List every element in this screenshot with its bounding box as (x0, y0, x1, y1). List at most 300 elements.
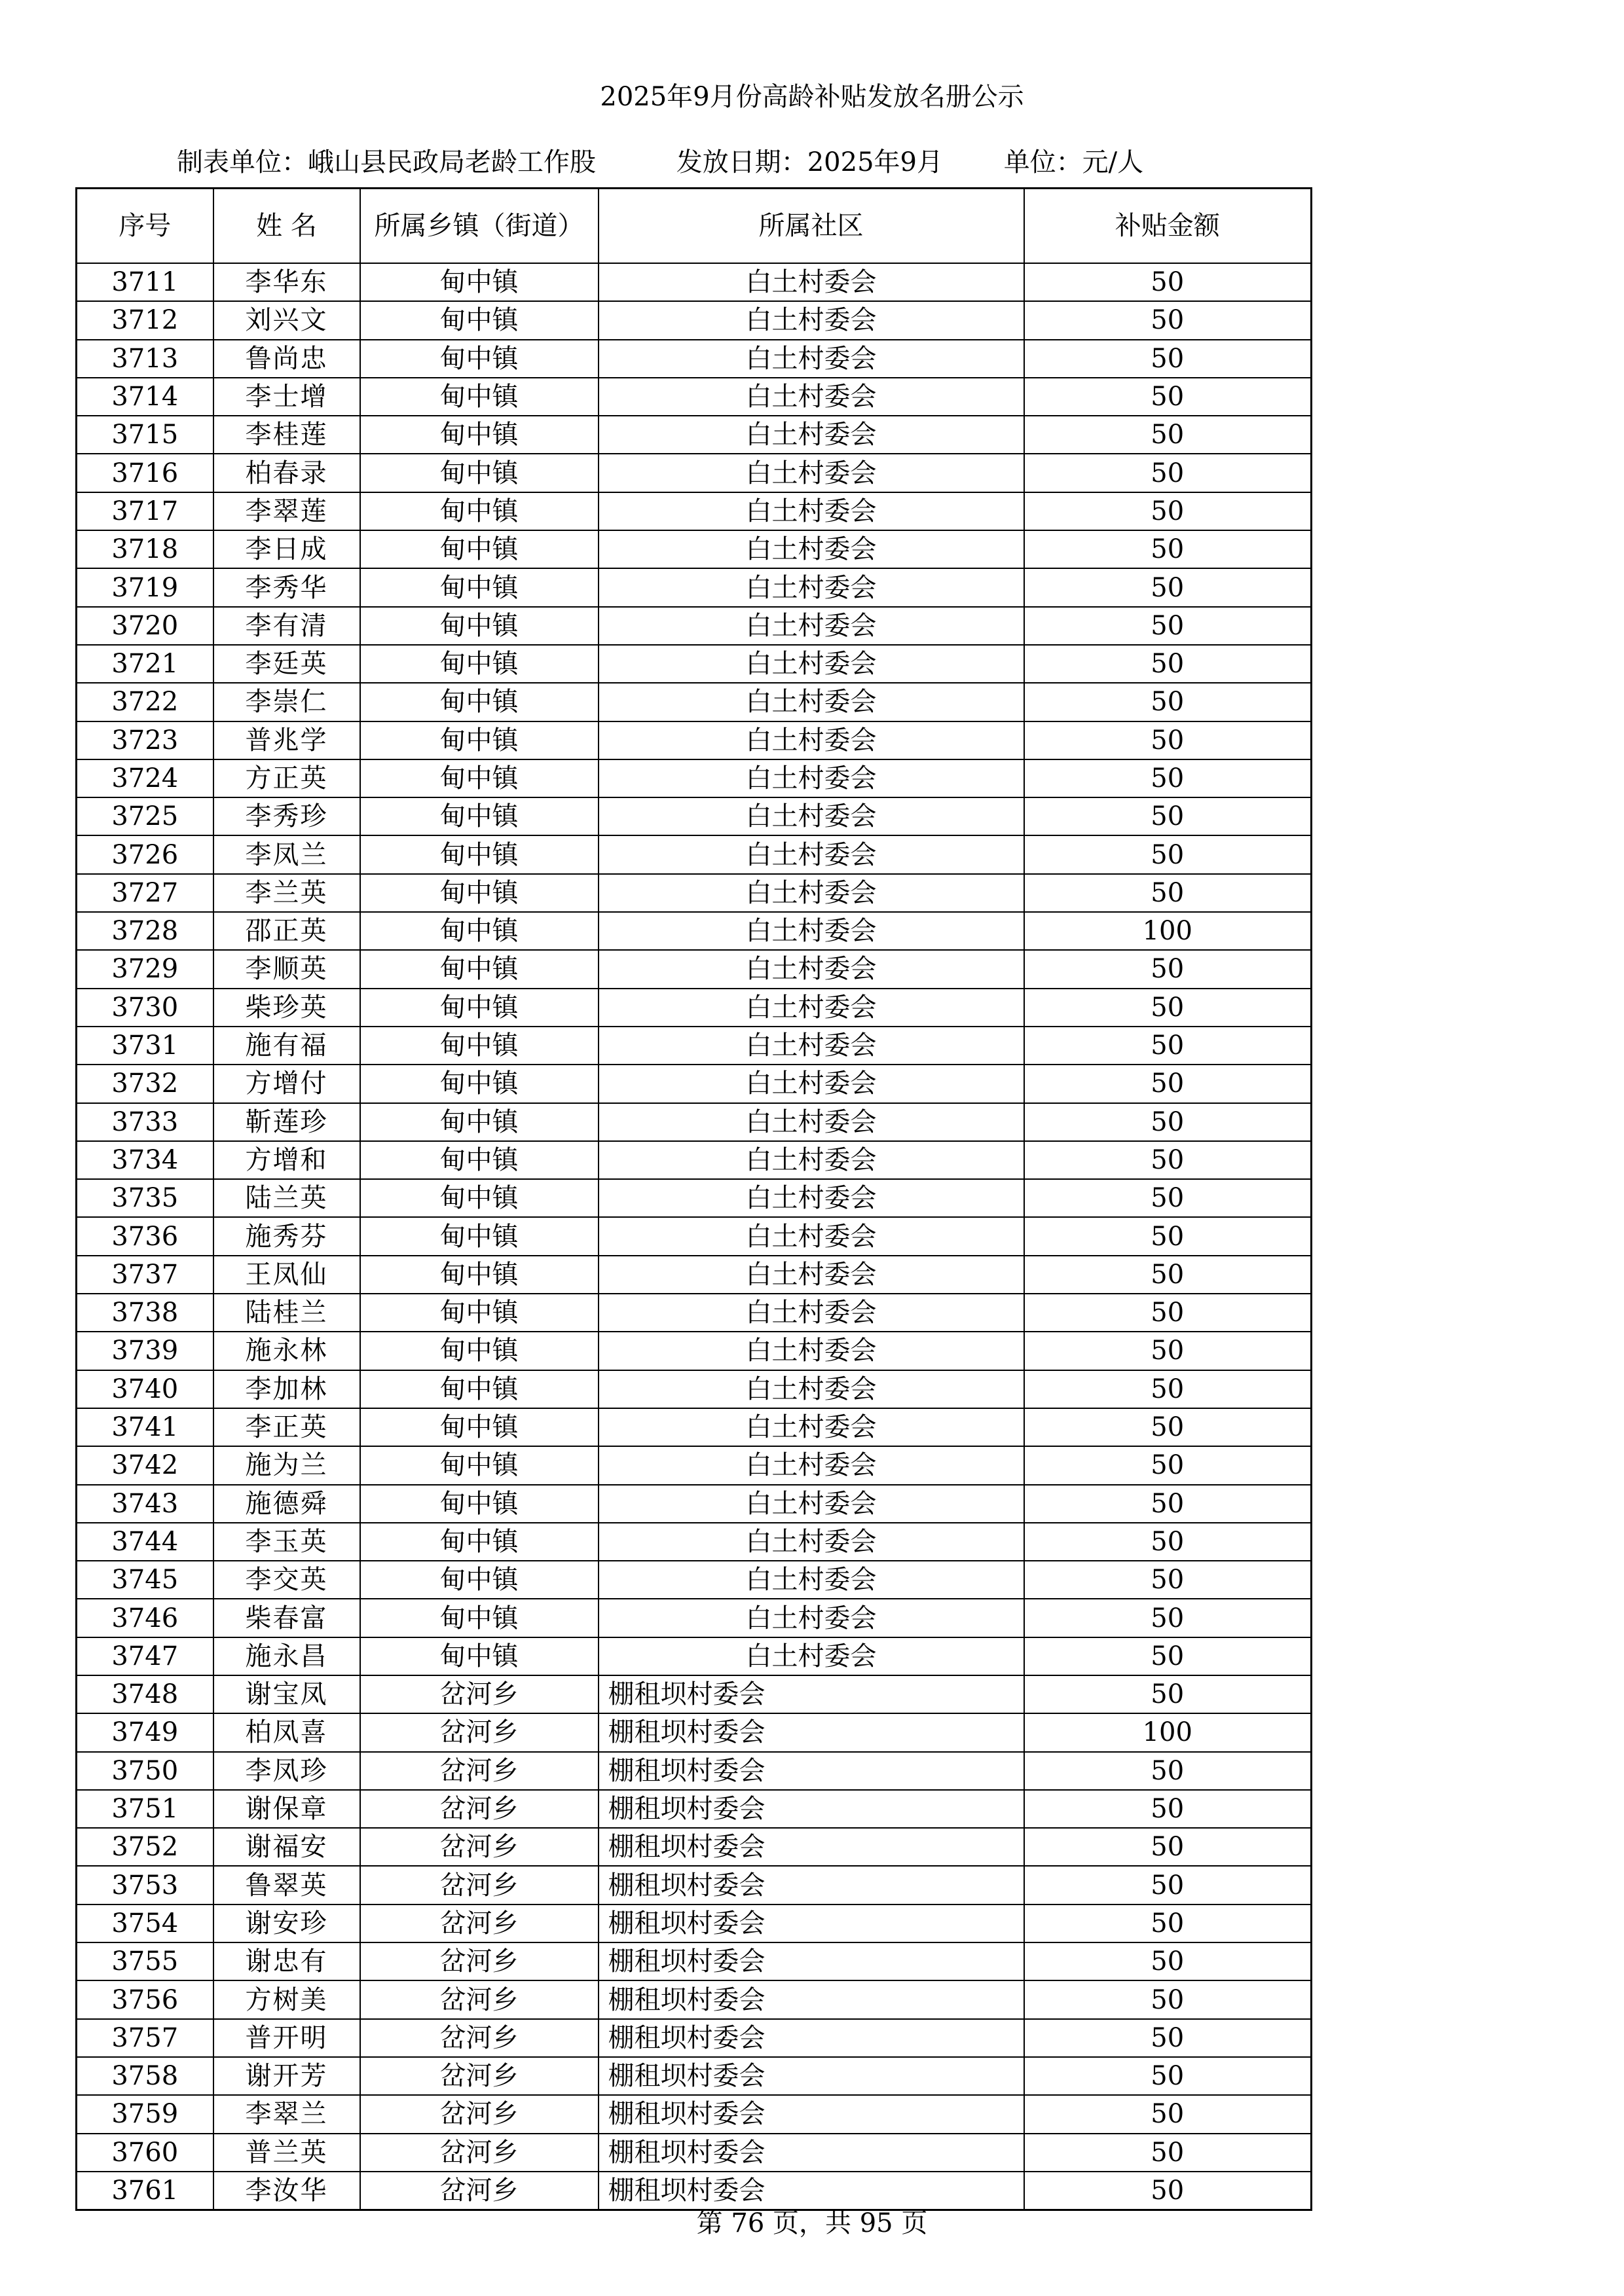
cell-subsidy-amount: 50 (1024, 416, 1312, 454)
cell-township: 甸中镇 (360, 645, 599, 683)
header-serial-no: 序号 (77, 189, 213, 264)
cell-subsidy-amount: 50 (1024, 2172, 1312, 2210)
table-row (77, 1790, 1312, 1828)
cell-name: 李桂莲 (213, 416, 360, 454)
cell-subsidy-amount: 50 (1024, 645, 1312, 683)
cell-community: 白土村委会 (599, 874, 1024, 912)
cell-subsidy-amount: 50 (1024, 683, 1312, 721)
cell-serial-no: 3736 (77, 1217, 213, 1255)
cell-subsidy-amount: 50 (1024, 1523, 1312, 1561)
cell-community: 棚租坝村委会 (599, 1866, 1024, 1904)
cell-name: 李廷英 (213, 645, 360, 683)
cell-township: 甸中镇 (360, 1141, 599, 1179)
cell-township: 甸中镇 (360, 1217, 599, 1255)
cell-township: 岔河乡 (360, 1904, 599, 1942)
cell-community: 白土村委会 (599, 492, 1024, 530)
table-row (77, 1141, 1312, 1179)
cell-township: 甸中镇 (360, 378, 599, 416)
cell-township: 甸中镇 (360, 950, 599, 988)
cell-township: 甸中镇 (360, 1179, 599, 1217)
cell-community: 白土村委会 (599, 568, 1024, 606)
cell-township: 甸中镇 (360, 759, 599, 797)
table-row (77, 1561, 1312, 1599)
cell-serial-no: 3715 (77, 416, 213, 454)
cell-township: 岔河乡 (360, 1752, 599, 1790)
cell-community: 白土村委会 (599, 1256, 1024, 1294)
cell-serial-no: 3758 (77, 2057, 213, 2095)
cell-subsidy-amount: 50 (1024, 263, 1312, 301)
cell-community: 棚租坝村委会 (599, 1942, 1024, 1980)
cell-serial-no: 3731 (77, 1027, 213, 1065)
cell-serial-no: 3714 (77, 378, 213, 416)
table-row (77, 2134, 1312, 2172)
cell-name: 靳莲珍 (213, 1103, 360, 1141)
cell-community: 白土村委会 (599, 1141, 1024, 1179)
cell-subsidy-amount: 50 (1024, 1485, 1312, 1523)
cell-serial-no: 3724 (77, 759, 213, 797)
cell-serial-no: 3726 (77, 835, 213, 873)
cell-subsidy-amount: 50 (1024, 1294, 1312, 1332)
cell-township: 甸中镇 (360, 989, 599, 1027)
cell-community: 棚租坝村委会 (599, 2134, 1024, 2172)
cell-serial-no: 3746 (77, 1599, 213, 1637)
cell-subsidy-amount: 50 (1024, 1561, 1312, 1599)
cell-township: 甸中镇 (360, 1561, 599, 1599)
header-community: 所属社区 (599, 189, 1024, 264)
cell-serial-no: 3717 (77, 492, 213, 530)
cell-subsidy-amount: 50 (1024, 1866, 1312, 1904)
cell-name: 谢忠有 (213, 1942, 360, 1980)
cell-township: 岔河乡 (360, 1866, 599, 1904)
cell-serial-no: 3754 (77, 1904, 213, 1942)
cell-serial-no: 3712 (77, 301, 213, 339)
cell-township: 甸中镇 (360, 1065, 599, 1102)
cell-township: 甸中镇 (360, 721, 599, 759)
cell-name: 李崇仁 (213, 683, 360, 721)
table-row (77, 1370, 1312, 1408)
table-row (77, 1523, 1312, 1561)
cell-name: 李加林 (213, 1370, 360, 1408)
cell-name: 柏春录 (213, 454, 360, 492)
cell-subsidy-amount: 50 (1024, 1256, 1312, 1294)
cell-subsidy-amount: 50 (1024, 492, 1312, 530)
cell-township: 岔河乡 (360, 2134, 599, 2172)
cell-community: 白土村委会 (599, 416, 1024, 454)
table-meta (177, 143, 1143, 182)
cell-name: 李凤珍 (213, 1752, 360, 1790)
table-row (77, 1027, 1312, 1065)
table-row (77, 378, 1312, 416)
cell-township: 甸中镇 (360, 1370, 599, 1408)
cell-serial-no: 3722 (77, 683, 213, 721)
cell-community: 白土村委会 (599, 1485, 1024, 1523)
cell-community: 棚租坝村委会 (599, 1828, 1024, 1866)
cell-serial-no: 3741 (77, 1408, 213, 1446)
cell-community: 白土村委会 (599, 1599, 1024, 1637)
cell-community: 白土村委会 (599, 454, 1024, 492)
cell-township: 岔河乡 (360, 2057, 599, 2095)
table-row (77, 1599, 1312, 1637)
cell-subsidy-amount: 50 (1024, 607, 1312, 645)
table-row (77, 1065, 1312, 1102)
page-title: 2025年9月份高龄补贴发放名册公示 (600, 82, 1024, 112)
cell-name: 李交英 (213, 1561, 360, 1599)
cell-subsidy-amount: 100 (1024, 1713, 1312, 1751)
cell-name: 普开明 (213, 2019, 360, 2057)
table-row (77, 530, 1312, 568)
cell-name: 柏凤喜 (213, 1713, 360, 1751)
cell-serial-no: 3719 (77, 568, 213, 606)
cell-township: 甸中镇 (360, 835, 599, 873)
cell-name: 鲁尚忠 (213, 340, 360, 378)
cell-community: 白土村委会 (599, 1561, 1024, 1599)
table-row (77, 912, 1312, 950)
cell-community: 白土村委会 (599, 378, 1024, 416)
cell-subsidy-amount: 50 (1024, 797, 1312, 835)
cell-community: 白土村委会 (599, 645, 1024, 683)
cell-subsidy-amount: 50 (1024, 2095, 1312, 2133)
cell-township: 甸中镇 (360, 1446, 599, 1484)
cell-name: 李汝华 (213, 2172, 360, 2210)
cell-community: 白土村委会 (599, 1027, 1024, 1065)
cell-community: 白土村委会 (599, 607, 1024, 645)
cell-serial-no: 3756 (77, 1980, 213, 2018)
cell-subsidy-amount: 50 (1024, 454, 1312, 492)
cell-community: 棚租坝村委会 (599, 2019, 1024, 2057)
cell-name: 普兆学 (213, 721, 360, 759)
cell-subsidy-amount: 50 (1024, 378, 1312, 416)
cell-serial-no: 3748 (77, 1675, 213, 1713)
table-row (77, 950, 1312, 988)
cell-subsidy-amount: 50 (1024, 1942, 1312, 1980)
cell-subsidy-amount: 50 (1024, 1980, 1312, 2018)
cell-community: 白土村委会 (599, 340, 1024, 378)
cell-township: 甸中镇 (360, 1637, 599, 1675)
cell-township: 甸中镇 (360, 912, 599, 950)
cell-township: 甸中镇 (360, 1256, 599, 1294)
cell-subsidy-amount: 50 (1024, 568, 1312, 606)
cell-township: 甸中镇 (360, 1332, 599, 1370)
cell-name: 李翠兰 (213, 2095, 360, 2133)
cell-serial-no: 3751 (77, 1790, 213, 1828)
cell-serial-no: 3761 (77, 2172, 213, 2210)
cell-serial-no: 3755 (77, 1942, 213, 1980)
table-row (77, 1294, 1312, 1332)
cell-name: 施为兰 (213, 1446, 360, 1484)
cell-name: 柴珍英 (213, 989, 360, 1027)
cell-township: 岔河乡 (360, 1980, 599, 2018)
cell-township: 甸中镇 (360, 416, 599, 454)
table-row (77, 1485, 1312, 1523)
cell-township: 甸中镇 (360, 454, 599, 492)
cell-name: 施永昌 (213, 1637, 360, 1675)
cell-subsidy-amount: 50 (1024, 874, 1312, 912)
cell-township: 甸中镇 (360, 1599, 599, 1637)
cell-township: 岔河乡 (360, 2019, 599, 2057)
cell-serial-no: 3742 (77, 1446, 213, 1484)
cell-name: 方树美 (213, 1980, 360, 2018)
cell-township: 甸中镇 (360, 263, 599, 301)
table-row (77, 1217, 1312, 1255)
table-row (77, 797, 1312, 835)
cell-subsidy-amount: 50 (1024, 759, 1312, 797)
cell-name: 李顺英 (213, 950, 360, 988)
table-row (77, 1904, 1312, 1942)
cell-township: 甸中镇 (360, 568, 599, 606)
cell-serial-no: 3738 (77, 1294, 213, 1332)
cell-name: 王凤仙 (213, 1256, 360, 1294)
cell-township: 岔河乡 (360, 1713, 599, 1751)
cell-community: 白土村委会 (599, 912, 1024, 950)
cell-township: 甸中镇 (360, 797, 599, 835)
cell-serial-no: 3732 (77, 1065, 213, 1102)
table-row (77, 454, 1312, 492)
cell-name: 谢安珍 (213, 1904, 360, 1942)
table-row (77, 1256, 1312, 1294)
cell-township: 岔河乡 (360, 1828, 599, 1866)
amount-unit: 单位：元/人 (1003, 147, 1144, 177)
table-row (77, 1675, 1312, 1713)
cell-subsidy-amount: 50 (1024, 2057, 1312, 2095)
cell-township: 甸中镇 (360, 1027, 599, 1065)
table-row (77, 1713, 1312, 1751)
cell-subsidy-amount: 50 (1024, 1370, 1312, 1408)
cell-subsidy-amount: 50 (1024, 1790, 1312, 1828)
cell-serial-no: 3728 (77, 912, 213, 950)
cell-subsidy-amount: 100 (1024, 912, 1312, 950)
cell-township: 甸中镇 (360, 1485, 599, 1523)
cell-subsidy-amount: 50 (1024, 340, 1312, 378)
cell-subsidy-amount: 50 (1024, 1752, 1312, 1790)
cell-name: 普兰英 (213, 2134, 360, 2172)
cell-name: 邵正英 (213, 912, 360, 950)
cell-name: 李士增 (213, 378, 360, 416)
table-row (77, 301, 1312, 339)
cell-name: 李兰英 (213, 874, 360, 912)
issue-date: 发放日期：2025年9月 (676, 147, 943, 177)
header-name: 姓 名 (213, 189, 360, 264)
cell-subsidy-amount: 50 (1024, 1599, 1312, 1637)
cell-name: 陆桂兰 (213, 1294, 360, 1332)
cell-subsidy-amount: 50 (1024, 989, 1312, 1027)
page-number: 第 76 页，共 95 页 (696, 2208, 928, 2238)
table-header-row (77, 189, 1312, 264)
subsidy-roster-table (75, 187, 1312, 2211)
cell-name: 李翠莲 (213, 492, 360, 530)
cell-community: 白土村委会 (599, 683, 1024, 721)
cell-serial-no: 3713 (77, 340, 213, 378)
cell-serial-no: 3735 (77, 1179, 213, 1217)
cell-community: 白土村委会 (599, 989, 1024, 1027)
table-row (77, 492, 1312, 530)
cell-name: 李秀珍 (213, 797, 360, 835)
table-row (77, 683, 1312, 721)
cell-name: 刘兴文 (213, 301, 360, 339)
cell-township: 岔河乡 (360, 1942, 599, 1980)
cell-subsidy-amount: 50 (1024, 1141, 1312, 1179)
cell-name: 施秀芬 (213, 1217, 360, 1255)
table-row (77, 2095, 1312, 2133)
cell-serial-no: 3750 (77, 1752, 213, 1790)
table-row (77, 416, 1312, 454)
cell-community: 棚租坝村委会 (599, 1752, 1024, 1790)
table-row (77, 989, 1312, 1027)
cell-community: 棚租坝村委会 (599, 2057, 1024, 2095)
cell-community: 白土村委会 (599, 1370, 1024, 1408)
cell-community: 棚租坝村委会 (599, 1713, 1024, 1751)
cell-township: 岔河乡 (360, 1790, 599, 1828)
cell-subsidy-amount: 50 (1024, 1027, 1312, 1065)
cell-serial-no: 3740 (77, 1370, 213, 1408)
cell-community: 白土村委会 (599, 301, 1024, 339)
cell-township: 甸中镇 (360, 1294, 599, 1332)
cell-township: 甸中镇 (360, 492, 599, 530)
cell-serial-no: 3743 (77, 1485, 213, 1523)
cell-community: 白土村委会 (599, 1637, 1024, 1675)
cell-serial-no: 3729 (77, 950, 213, 988)
cell-subsidy-amount: 50 (1024, 1904, 1312, 1942)
cell-serial-no: 3711 (77, 263, 213, 301)
table-row (77, 1179, 1312, 1217)
cell-name: 方增和 (213, 1141, 360, 1179)
cell-name: 施德舜 (213, 1485, 360, 1523)
cell-community: 白土村委会 (599, 1179, 1024, 1217)
cell-name: 鲁翠英 (213, 1866, 360, 1904)
cell-township: 甸中镇 (360, 340, 599, 378)
cell-serial-no: 3718 (77, 530, 213, 568)
cell-subsidy-amount: 50 (1024, 1332, 1312, 1370)
cell-serial-no: 3739 (77, 1332, 213, 1370)
cell-serial-no: 3725 (77, 797, 213, 835)
cell-community: 白土村委会 (599, 1446, 1024, 1484)
cell-subsidy-amount: 50 (1024, 1637, 1312, 1675)
cell-township: 甸中镇 (360, 530, 599, 568)
table-row (77, 1408, 1312, 1446)
cell-serial-no: 3730 (77, 989, 213, 1027)
cell-township: 岔河乡 (360, 1675, 599, 1713)
cell-community: 棚租坝村委会 (599, 1675, 1024, 1713)
cell-serial-no: 3721 (77, 645, 213, 683)
cell-name: 李正英 (213, 1408, 360, 1446)
cell-name: 谢开芳 (213, 2057, 360, 2095)
cell-subsidy-amount: 50 (1024, 1446, 1312, 1484)
table-row (77, 1942, 1312, 1980)
cell-serial-no: 3760 (77, 2134, 213, 2172)
cell-name: 谢保章 (213, 1790, 360, 1828)
table-row (77, 568, 1312, 606)
cell-name: 李秀华 (213, 568, 360, 606)
cell-subsidy-amount: 50 (1024, 1675, 1312, 1713)
cell-name: 谢宝凤 (213, 1675, 360, 1713)
cell-serial-no: 3716 (77, 454, 213, 492)
cell-serial-no: 3759 (77, 2095, 213, 2133)
cell-serial-no: 3745 (77, 1561, 213, 1599)
cell-township: 岔河乡 (360, 2172, 599, 2210)
cell-name: 施永林 (213, 1332, 360, 1370)
table-row (77, 1828, 1312, 1866)
cell-community: 棚租坝村委会 (599, 2095, 1024, 2133)
cell-name: 李玉英 (213, 1523, 360, 1561)
cell-community: 白土村委会 (599, 530, 1024, 568)
cell-serial-no: 3752 (77, 1828, 213, 1866)
table-row (77, 721, 1312, 759)
cell-township: 甸中镇 (360, 1103, 599, 1141)
cell-subsidy-amount: 50 (1024, 1408, 1312, 1446)
cell-township: 岔河乡 (360, 2095, 599, 2133)
cell-community: 棚租坝村委会 (599, 1904, 1024, 1942)
cell-community: 白土村委会 (599, 1408, 1024, 1446)
table-row (77, 607, 1312, 645)
cell-subsidy-amount: 50 (1024, 1179, 1312, 1217)
table-row (77, 1103, 1312, 1141)
cell-name: 陆兰英 (213, 1179, 360, 1217)
cell-township: 甸中镇 (360, 1408, 599, 1446)
cell-community: 棚租坝村委会 (599, 1980, 1024, 2018)
table-row (77, 759, 1312, 797)
table-row (77, 340, 1312, 378)
table-row (77, 263, 1312, 301)
cell-township: 甸中镇 (360, 1523, 599, 1561)
table-row (77, 2057, 1312, 2095)
cell-name: 柴春富 (213, 1599, 360, 1637)
cell-community: 白土村委会 (599, 797, 1024, 835)
cell-township: 甸中镇 (360, 607, 599, 645)
table-row (77, 1866, 1312, 1904)
header-township: 所属乡镇（街道） (360, 189, 599, 264)
cell-serial-no: 3723 (77, 721, 213, 759)
table-row (77, 1752, 1312, 1790)
cell-serial-no: 3734 (77, 1141, 213, 1179)
cell-name: 李华东 (213, 263, 360, 301)
cell-serial-no: 3737 (77, 1256, 213, 1294)
cell-serial-no: 3749 (77, 1713, 213, 1751)
header-subsidy-amount: 补贴金额 (1024, 189, 1312, 264)
cell-township: 甸中镇 (360, 874, 599, 912)
cell-name: 李日成 (213, 530, 360, 568)
cell-serial-no: 3757 (77, 2019, 213, 2057)
cell-community: 白土村委会 (599, 263, 1024, 301)
cell-serial-no: 3753 (77, 1866, 213, 1904)
issuing-org: 制表单位：峨山县民政局老龄工作股 (177, 147, 596, 177)
table-row (77, 2019, 1312, 2057)
cell-subsidy-amount: 50 (1024, 835, 1312, 873)
cell-name: 施有福 (213, 1027, 360, 1065)
cell-community: 白土村委会 (599, 835, 1024, 873)
cell-subsidy-amount: 50 (1024, 2134, 1312, 2172)
cell-subsidy-amount: 50 (1024, 530, 1312, 568)
cell-serial-no: 3720 (77, 607, 213, 645)
cell-township: 甸中镇 (360, 683, 599, 721)
table-body (77, 263, 1312, 2210)
cell-community: 白土村委会 (599, 721, 1024, 759)
cell-community: 白土村委会 (599, 1332, 1024, 1370)
cell-serial-no: 3747 (77, 1637, 213, 1675)
cell-community: 白土村委会 (599, 1523, 1024, 1561)
cell-community: 棚租坝村委会 (599, 1790, 1024, 1828)
table-row (77, 1332, 1312, 1370)
cell-serial-no: 3727 (77, 874, 213, 912)
cell-community: 白土村委会 (599, 950, 1024, 988)
cell-subsidy-amount: 50 (1024, 1217, 1312, 1255)
cell-subsidy-amount: 50 (1024, 1828, 1312, 1866)
cell-subsidy-amount: 50 (1024, 950, 1312, 988)
cell-name: 方增付 (213, 1065, 360, 1102)
cell-community: 白土村委会 (599, 1294, 1024, 1332)
table-row (77, 874, 1312, 912)
cell-serial-no: 3744 (77, 1523, 213, 1561)
cell-township: 甸中镇 (360, 301, 599, 339)
cell-subsidy-amount: 50 (1024, 1103, 1312, 1141)
